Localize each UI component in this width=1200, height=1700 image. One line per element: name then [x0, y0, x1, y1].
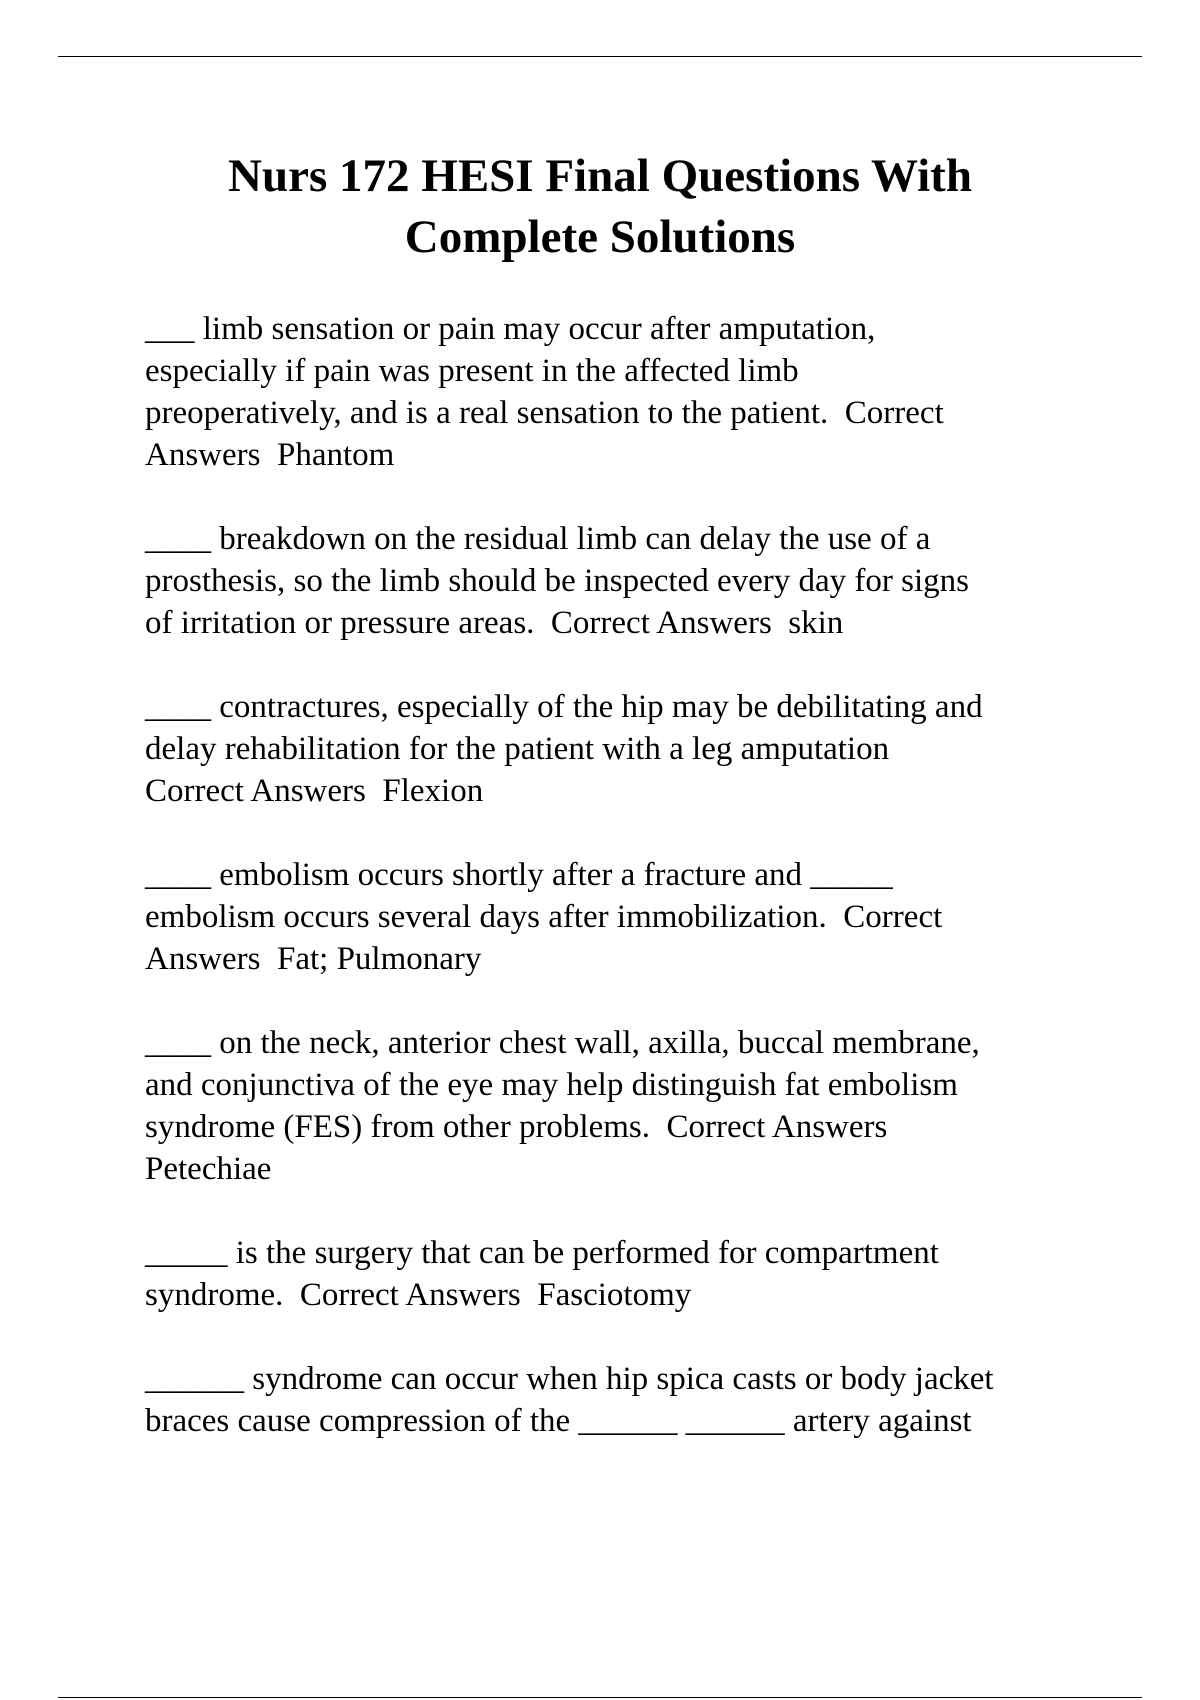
- bottom-rule: [58, 1697, 1142, 1698]
- question-item: [145, 1022, 1095, 1190]
- question-item: [145, 686, 1095, 812]
- question-item: [145, 518, 1095, 644]
- text-line: syndrome (FES) from other problems. Correct Answers: [145, 1109, 888, 1145]
- text-line: of irritation or pressure areas. Correct Answers skin: [145, 605, 844, 641]
- text-line: ____ breakdown on the residual limb can delay the use of a: [145, 521, 931, 557]
- text-line: ___ limb sensation or pain may occur after amputation,: [145, 311, 876, 347]
- text-line: syndrome. Correct Answers Fasciotomy: [145, 1277, 692, 1313]
- text-line: braces cause compression of the ______ ______ artery against: [145, 1403, 972, 1439]
- text-line: embolism occurs several days after immobilization. Correct: [145, 899, 943, 935]
- title-line: Nurs 172 HESI Final Questions With: [228, 150, 972, 202]
- text-line: ______ syndrome can occur when hip spica casts or body jacket: [145, 1361, 994, 1397]
- text-line: ____ contractures, especially of the hip may be debilitating and: [145, 689, 983, 725]
- text-line: Petechiae: [145, 1151, 272, 1187]
- document-title: [0, 146, 1200, 268]
- title-line: Complete Solutions: [404, 211, 796, 263]
- question-item: [145, 1358, 1095, 1442]
- document-body: [145, 308, 1095, 1484]
- text-line: Answers Fat; Pulmonary: [145, 941, 482, 977]
- text-line: delay rehabilitation for the patient with a leg amputation: [145, 731, 890, 767]
- question-item: [145, 308, 1095, 476]
- text-line: and conjunctiva of the eye may help distinguish fat embolism: [145, 1067, 958, 1103]
- question-item: [145, 1232, 1095, 1316]
- top-rule: [58, 56, 1142, 57]
- text-line: especially if pain was present in the affected limb: [145, 353, 799, 389]
- text-line: preoperatively, and is a real sensation to the patient. Correct: [145, 395, 944, 431]
- text-line: _____ is the surgery that can be performed for compartment: [145, 1235, 939, 1271]
- text-line: Correct Answers Flexion: [145, 773, 484, 809]
- text-line: prosthesis, so the limb should be inspected every day for signs: [145, 563, 969, 599]
- text-line: ____ on the neck, anterior chest wall, axilla, buccal membrane,: [145, 1025, 980, 1061]
- text-line: Answers Phantom: [145, 437, 395, 473]
- question-item: [145, 854, 1095, 980]
- text-line: ____ embolism occurs shortly after a fracture and _____: [145, 857, 893, 893]
